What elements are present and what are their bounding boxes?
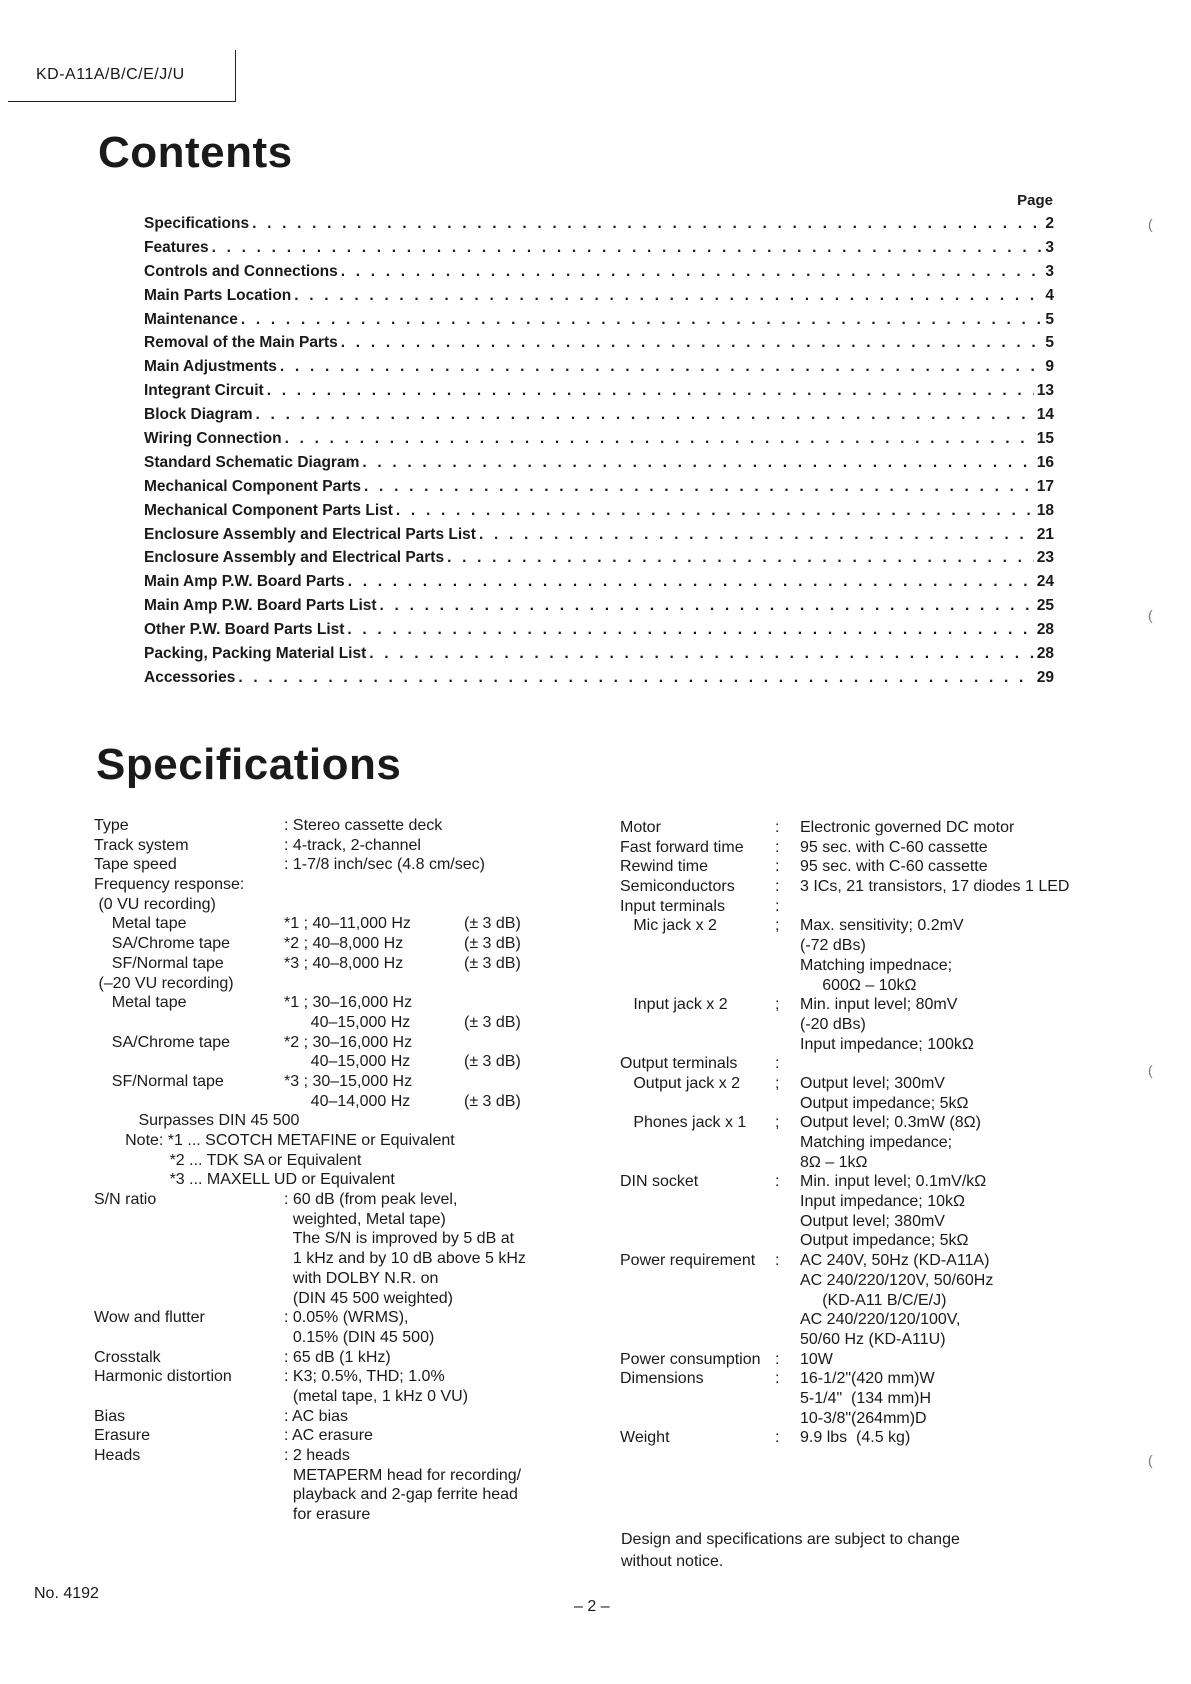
contents-entry-page: 14 [1036,406,1054,424]
spec-row [94,1269,604,1289]
model-number: KD-A11A/B/C/E/J/U [36,66,185,83]
contents-entry [144,549,1054,573]
leader-dots [238,669,1033,687]
spec-label: Output jack x 2 [620,1074,741,1092]
spec-label: Wow and flutter [94,1309,205,1327]
leader-dots [362,454,1033,472]
specifications-right-column [620,818,1120,1448]
spec-row [94,1249,604,1269]
spec-value: : 2 heads [284,1447,350,1464]
spec-tolerance: Matching impedance; [800,1134,953,1151]
leader-dots [380,597,1034,615]
spec-row [620,1389,1120,1409]
spec-value: ; [775,1074,780,1092]
contents-list [144,215,1054,693]
spec-label: Crosstalk [94,1348,161,1366]
leader-dots [396,502,1034,520]
spec-row [94,1229,604,1249]
spec-label: Metal tape [94,915,187,933]
spec-label: Frequency response: [94,876,245,894]
contents-entry-title: Accessories [144,668,236,686]
leader-dots [256,406,1034,424]
spec-row [94,1033,604,1053]
spec-row [94,993,604,1013]
spec-tolerance: (± 3 dB) [464,1092,521,1110]
spec-value: with DOLBY N.R. on [284,1269,439,1287]
spec-row [94,1485,604,1505]
spec-row [94,1170,604,1190]
spec-row [620,936,1120,956]
spec-row [94,816,604,836]
leader-dots [364,478,1034,496]
contents-entry-page: 28 [1036,621,1054,639]
contents-entry-title: Other P.W. Board Parts List [144,621,345,639]
spec-value: : Stereo cassette deck [284,817,443,834]
spec-tolerance: Electronic governed DC motor [800,819,1015,836]
contents-entry-page: 5 [1045,310,1054,328]
spec-row [94,895,604,915]
spec-row [620,1428,1120,1448]
contents-entry [144,621,1054,645]
contents-entry-title: Main Amp P.W. Board Parts List [144,597,377,615]
spec-row [620,877,1120,897]
margin-mark: ( [1148,1452,1153,1468]
spec-value: (metal tape, 1 kHz 0 VU) [284,1387,469,1405]
spec-row [620,1074,1120,1094]
spec-row [94,1289,604,1309]
contents-entry-page: 3 [1045,238,1054,256]
spec-value: : [775,1429,780,1447]
spec-value: : [775,819,780,836]
spec-tolerance: 10W [800,1350,833,1368]
spec-value: ; [775,1114,780,1132]
spec-row [94,1052,604,1072]
spec-tolerance: Output level; 0.3mW (8Ω) [800,1114,981,1132]
spec-row [620,1054,1120,1074]
spec-tolerance: Matching impednace; [800,956,953,974]
margin-mark: ( [1148,1062,1153,1078]
contents-entry-page: 28 [1036,645,1054,663]
spec-tolerance: Output impedance; 5kΩ [800,1094,969,1112]
spec-label: Input jack x 2 [620,996,728,1014]
spec-row [620,916,1120,936]
contents-entry-title: Removal of the Main Parts [144,334,338,352]
spec-row [620,857,1120,877]
contents-entry [144,311,1054,335]
spec-value: *1 ; 30–16,000 Hz [284,994,413,1012]
contents-entry-title: Block Diagram [144,406,253,424]
contents-entry-title: Packing, Packing Material List [144,645,367,663]
spec-row [94,1446,604,1466]
contents-entry [144,382,1054,406]
contents-entry-title: Main Adjustments [144,358,277,376]
spec-value: : 0.05% (WRMS), [284,1309,409,1327]
leader-dots [212,239,1043,257]
leader-dots [294,287,1042,305]
spec-row [94,1072,604,1092]
spec-label: S/N ratio [94,1191,157,1209]
spec-row [620,1192,1120,1212]
spec-row [94,855,604,875]
spec-tolerance: (KD-A11 B/C/E/J) [800,1291,947,1309]
contents-entry-title: Main Parts Location [144,286,292,304]
spec-row [94,934,604,954]
spec-value: : AC erasure [284,1427,373,1445]
spec-value: : [775,878,780,896]
spec-value: *3 ; 30–15,000 Hz [284,1072,413,1090]
contents-entry [144,502,1054,526]
spec-row [620,1251,1120,1271]
contents-entry-title: Mechanical Component Parts List [144,501,393,519]
leader-dots [267,382,1034,400]
contents-entry-page: 29 [1036,668,1054,686]
spec-row [620,995,1120,1015]
spec-label: SF/Normal tape [94,954,224,972]
spec-value: : AC bias [284,1407,349,1425]
contents-entry [144,263,1054,287]
spec-tolerance: 5-1/4" (134 mm)H [800,1389,932,1407]
spec-row [94,1407,604,1427]
spec-label: DIN socket [620,1173,699,1191]
spec-label: Rewind time [620,858,709,876]
contents-entry [144,526,1054,550]
leader-dots [241,311,1042,329]
contents-entry-title: Standard Schematic Diagram [144,453,360,471]
spec-value: 40–14,000 Hz [284,1092,411,1110]
spec-tolerance: (± 3 dB) [464,954,521,972]
contents-title: Contents [98,128,293,177]
contents-entry [144,358,1054,382]
spec-tolerance: 600Ω – 10kΩ [800,976,917,994]
spec-value: : [775,1055,780,1073]
spec-label: Harmonic distortion [94,1368,232,1386]
spec-value: : [775,1252,780,1270]
spec-value: 40–15,000 Hz [284,1013,411,1031]
spec-tolerance: Min. input level; 80mV [800,996,958,1014]
spec-value: The S/N is improved by 5 dB at [284,1230,515,1248]
leader-dots [348,573,1034,591]
contents-entry-page: 13 [1036,382,1054,400]
spec-value: : [775,1173,780,1191]
spec-row [620,956,1120,976]
spec-tolerance: AC 240/220/120/100V, [800,1311,961,1329]
contents-entry-page: 15 [1036,430,1054,448]
spec-tolerance: (-20 dBs) [800,1015,866,1033]
contents-entry-page: 24 [1036,573,1054,591]
leader-dots [252,215,1042,233]
leader-dots [285,430,1034,448]
spec-value: : 60 dB (from peak level, [284,1191,458,1209]
spec-tolerance: (± 3 dB) [464,915,521,933]
spec-label: Power consumption [620,1350,761,1368]
spec-value: : [775,897,780,915]
spec-label: Phones jack x 1 [620,1114,747,1132]
spec-tolerance: 8Ω – 1kΩ [800,1153,868,1171]
spec-row [94,1426,604,1446]
contents-entry [144,669,1054,693]
contents-entry-title: Controls and Connections [144,262,338,280]
spec-row [620,838,1120,858]
spec-row [620,1330,1120,1350]
spec-value: playback and 2-gap ferrite head [284,1486,518,1504]
spec-row [94,1210,604,1230]
specifications-left-column [94,816,604,1525]
header-rule-horizontal [8,101,236,102]
specifications-note-line-2: without notice. [621,1553,724,1570]
contents-entry-page: 2 [1045,215,1054,232]
spec-row [94,1505,604,1525]
spec-tolerance: 16-1/2"(420 mm)W [800,1370,935,1388]
contents-entry [144,597,1054,621]
spec-row [94,1387,604,1407]
spec-value: : 4-track, 2-channel [284,836,421,854]
spec-value: weighted, Metal tape) [284,1210,446,1228]
contents-entry [144,573,1054,597]
contents-entry [144,406,1054,430]
spec-row [620,1094,1120,1114]
spec-value: ; [775,996,780,1014]
spec-value: ; [775,917,780,935]
contents-entry-title: Maintenance [144,310,238,328]
contents-entry [144,215,1054,239]
spec-row [620,1212,1120,1232]
spec-row [620,1369,1120,1389]
spec-label: Track system [94,836,189,854]
spec-tolerance: 9.9 lbs (4.5 kg) [800,1429,911,1447]
spec-row [94,1092,604,1112]
spec-tolerance: Output level; 300mV [800,1074,945,1092]
spec-row [94,1367,604,1387]
spec-label: Input terminals [620,897,725,915]
spec-value: 1 kHz and by 10 dB above 5 kHz [284,1250,526,1268]
spec-row [94,1131,604,1151]
spec-value: METAPERM head for recording/ [284,1466,522,1484]
margin-mark: ( [1148,216,1153,232]
spec-label: Output terminals [620,1055,738,1073]
specifications-note-line-1: Design and specifications are subject to change [621,1531,960,1548]
leader-dots [479,526,1034,544]
spec-tolerance: (± 3 dB) [464,935,521,953]
spec-label: *2 ... TDK SA or Equivalent [94,1151,362,1169]
spec-label: Motor [620,819,661,836]
spec-row [94,974,604,994]
spec-row [94,1190,604,1210]
page-number: – 2 – [574,1598,610,1615]
spec-row [620,818,1120,838]
spec-tolerance: Min. input level; 0.1mV/kΩ [800,1173,987,1191]
spec-tolerance: (± 3 dB) [464,1053,521,1071]
spec-tolerance: (± 3 dB) [464,1013,521,1031]
contents-entry-page: 3 [1045,262,1054,280]
spec-label: Bias [94,1407,126,1425]
spec-tolerance: Max. sensitivity; 0.2mV [800,917,964,935]
contents-entry-title: Main Amp P.W. Board Parts [144,573,345,591]
spec-row [620,1271,1120,1291]
spec-label: Heads [94,1447,141,1464]
spec-row [620,1350,1120,1370]
spec-row [94,1328,604,1348]
spec-label: Fast forward time [620,838,744,856]
spec-label: Note: *1 ... SCOTCH METAFINE or Equivalent [94,1132,455,1149]
contents-entry [144,287,1054,311]
spec-label: Dimensions [620,1370,704,1388]
spec-label: Erasure [94,1427,151,1445]
spec-row [94,1111,604,1131]
spec-row [620,1409,1120,1429]
spec-row [620,1172,1120,1192]
spec-row [620,1291,1120,1311]
spec-value: : [775,858,780,876]
contents-entry [144,454,1054,478]
spec-tolerance: 95 sec. with C-60 cassette [800,838,988,856]
contents-entry-title: Integrant Circuit [144,382,264,400]
spec-tolerance: 50/60 Hz (KD-A11U) [800,1330,946,1348]
spec-row [620,1113,1120,1133]
spec-row [94,914,604,934]
contents-entry [144,430,1054,454]
spec-value: : 65 dB (1 kHz) [284,1348,391,1366]
spec-tolerance: Output impedance; 5kΩ [800,1232,969,1250]
spec-label: Tape speed [94,856,177,874]
spec-tolerance: AC 240/220/120V, 50/60Hz [800,1271,994,1289]
contents-entry-title: Enclosure Assembly and Electrical Parts List [144,525,476,543]
contents-page-header: Page [1017,192,1053,209]
spec-tolerance: AC 240V, 50Hz (KD-A11A) [800,1252,990,1270]
leader-dots [347,621,1033,639]
spec-row [94,1348,604,1368]
contents-entry-page: 23 [1036,549,1054,567]
contents-entry [144,478,1054,502]
spec-label: Metal tape [94,994,187,1012]
document-number: No. 4192 [34,1585,99,1602]
spec-value: *1 ; 40–11,000 Hz [284,915,411,933]
spec-label: (0 VU recording) [94,895,216,913]
spec-row [94,1151,604,1171]
contents-entry [144,645,1054,669]
leader-dots [341,334,1043,352]
spec-value: : [775,1370,780,1388]
leader-dots [341,263,1043,281]
spec-value: 0.15% (DIN 45 500) [284,1328,435,1346]
leader-dots [447,549,1034,567]
spec-row [620,1133,1120,1153]
spec-value: : [775,838,780,856]
spec-label: SA/Chrome tape [94,1033,231,1051]
spec-label: (–20 VU recording) [94,974,234,992]
specifications-title: Specifications [96,740,402,789]
spec-tolerance: Output level; 380mV [800,1212,945,1230]
spec-value: for erasure [284,1506,371,1524]
contents-entry-page: 25 [1036,597,1054,615]
leader-dots [369,645,1034,663]
contents-entry-page: 21 [1036,525,1054,543]
contents-entry-page: 4 [1045,286,1054,304]
spec-row [94,875,604,895]
spec-label: SF/Normal tape [94,1072,224,1090]
contents-entry-page: 16 [1036,453,1054,471]
spec-label: Type [94,817,129,834]
spec-tolerance: 3 ICs, 21 transistors, 17 diodes 1 LED [800,878,1070,896]
contents-entry-page: 17 [1036,477,1054,495]
contents-entry-title: Wiring Connection [144,430,282,448]
contents-entry-title: Mechanical Component Parts [144,477,362,495]
spec-value: : [775,1350,780,1368]
contents-entry-page: 18 [1036,501,1054,519]
spec-tolerance: 10-3/8"(264mm)D [800,1409,927,1427]
spec-row [94,1466,604,1486]
spec-value: *2 ; 30–16,000 Hz [284,1033,413,1051]
spec-label: Semiconductors [620,878,735,896]
margin-mark: ( [1148,607,1153,623]
spec-label: Mic jack x 2 [620,917,717,935]
contents-entry-page: 5 [1045,334,1054,352]
spec-row [620,1035,1120,1055]
spec-row [620,897,1120,917]
spec-tolerance: 95 sec. with C-60 cassette [800,858,988,876]
contents-entry-title: Specifications [144,215,250,232]
spec-row [620,1231,1120,1251]
spec-row [620,1310,1120,1330]
spec-value: *3 ; 40–8,000 Hz [284,954,404,972]
spec-value: : 1-7/8 inch/sec (4.8 cm/sec) [284,856,485,874]
spec-value: (DIN 45 500 weighted) [284,1289,453,1307]
spec-value: 40–15,000 Hz [284,1053,411,1071]
spec-row [94,954,604,974]
spec-value: : K3; 0.5%, THD; 1.0% [284,1368,445,1386]
spec-label: Surpasses DIN 45 500 [94,1112,300,1130]
spec-tolerance: Input impedance; 100kΩ [800,1035,974,1053]
contents-entry [144,334,1054,358]
spec-row [620,1015,1120,1035]
spec-value: *2 ; 40–8,000 Hz [284,935,404,953]
leader-dots [280,358,1042,376]
spec-tolerance: (-72 dBs) [800,937,866,955]
spec-label: *3 ... MAXELL UD or Equivalent [94,1171,395,1189]
spec-row [94,1308,604,1328]
contents-entry-title: Enclosure Assembly and Electrical Parts [144,549,445,567]
header-rule-vertical [235,50,236,102]
contents-entry-title: Features [144,238,209,256]
contents-entry [144,239,1054,263]
spec-row [94,836,604,856]
spec-label: Power requirement [620,1252,756,1270]
spec-row [620,1153,1120,1173]
spec-tolerance: Input impedance; 10kΩ [800,1193,965,1211]
contents-entry-page: 9 [1045,358,1054,376]
spec-row [94,1013,604,1033]
spec-label: SA/Chrome tape [94,935,231,953]
spec-label: Weight [620,1429,670,1447]
spec-row [620,976,1120,996]
